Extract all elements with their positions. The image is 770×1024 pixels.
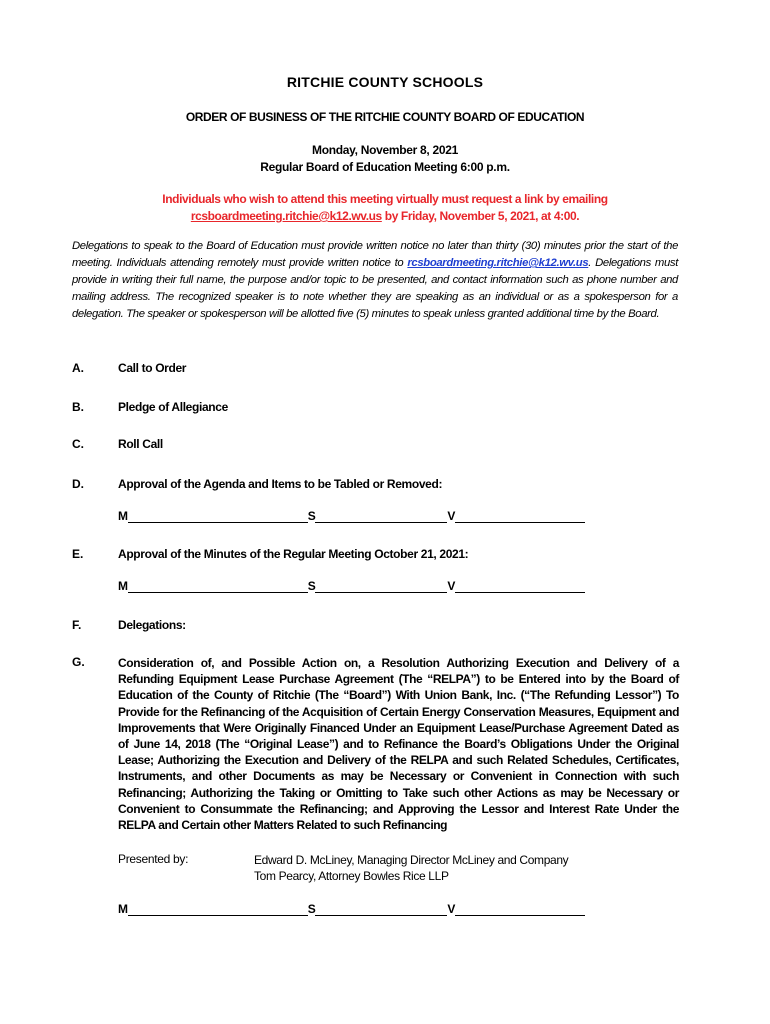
motion-s-blank <box>315 903 447 916</box>
presenters <box>254 852 568 884</box>
item-a-letter: A. <box>72 361 84 375</box>
delegations-text-before: Delegations to speak to the Board of Education must provide written notice no later than thirty (30) minutes prior the start of the meeting. Individuals attending remotely must provide written notice to <box>72 240 678 269</box>
item-f-text: Delegations: <box>118 618 186 632</box>
delegations-email-link[interactable]: rcsboardmeeting.ritchie@k12.wv.us <box>407 257 589 269</box>
notice-line-2 <box>0 208 770 225</box>
motion-s-blank <box>315 580 447 593</box>
motion-v-label: V <box>447 579 456 593</box>
motion-s-label: S <box>307 902 316 916</box>
motion-v-label: V <box>447 902 456 916</box>
notice-email-link[interactable]: rcsboardmeeting.ritchie@k12.wv.us <box>190 209 382 223</box>
item-c-text: Roll Call <box>118 437 163 451</box>
presented-by-label: Presented by: <box>118 852 189 866</box>
item-g-letter: G. <box>72 655 85 669</box>
item-a-text: Call to Order <box>118 361 187 375</box>
meeting-date: Monday, November 8, 2021 <box>312 143 458 157</box>
motion-s-label: S <box>307 579 316 593</box>
motion-s-label: S <box>307 509 316 523</box>
presenter-1: Edward D. McLiney, Managing Director McLiney and Company <box>254 853 569 867</box>
item-c-letter: C. <box>72 437 84 451</box>
motion-line-d <box>118 509 585 523</box>
item-e-text: Approval of the Minutes of the Regular Meeting October 21, 2021: <box>118 547 469 561</box>
motion-m-label: M <box>118 579 128 593</box>
motion-m-label: M <box>118 902 128 916</box>
delegations-text-after: . Delegations must provide in writing their full name, the purpose and/or topic to be presented, and contact information such as phone number and mailing address. The recognized speaker is to note whether they are speaking as an individual or as a spokesperson for a delegation. The speaker or spokesperson will be allotted five (5) minutes to speak unless granted additional time by the Board. <box>72 257 678 320</box>
motion-m-label: M <box>118 509 128 523</box>
item-b-text: Pledge of Allegiance <box>118 400 228 414</box>
item-d-letter: D. <box>72 477 84 491</box>
motion-v-label: V <box>447 509 456 523</box>
presenter-2: Tom Pearcy, Attorney Bowles Rice LLP <box>254 869 449 883</box>
motion-m-blank <box>128 580 308 593</box>
item-g-text: Consideration of, and Possible Action on, a Resolution Authorizing Execution and Delivery of a Refunding Equipment Lease Purchase Agreement (The “RELPA”) to be Entered into by the Board of Education of the County of Ritchie (The “Board”) With Union Bank, Inc. (“The Refunding Lessor”) To Provide for the Refinancing of the Acquisition of Certain Energy Conservation Measures, Equipment and Improvements that Were Originally Financed Under an Equipment Lease/Purchase Agreement Dated as of June 14, 2018 (The “Original Lease”) and to Refinance the Board’s Obligations Under the Original Lease; Authorizing the Execution and Delivery of the RELPA and such Related Schedules, Certificates, Instruments, and other Documents as may be Necessary or Convenient in Connection with such Refinancing; Authorizing the Taking or Omitting to Take such other Actions as may be Necessary or Convenient to Consummate the Refinancing; and Approving the Lessor and Interest Rate Under the RELPA and Certain other Matters Related to such Refinancing <box>118 656 679 833</box>
motion-s-blank <box>315 510 447 523</box>
meeting-type-time: Regular Board of Education Meeting 6:00 p.m. <box>260 160 510 174</box>
item-e-letter: E. <box>72 547 84 561</box>
motion-m-blank <box>128 903 308 916</box>
motion-v-blank <box>455 580 585 593</box>
virtual-attendance-notice <box>0 191 770 225</box>
item-f-letter: F. <box>72 618 82 632</box>
document-subtitle: ORDER OF BUSINESS OF THE RITCHIE COUNTY BOARD OF EDUCATION <box>185 110 585 124</box>
item-d-text: Approval of the Agenda and Items to be Tabled or Removed: <box>118 477 443 491</box>
motion-m-blank <box>128 510 308 523</box>
notice-deadline: by Friday, November 5, 2021, at 4:00. <box>381 209 580 223</box>
motion-v-blank <box>455 510 585 523</box>
item-b-letter: B. <box>72 400 84 414</box>
document-title: RITCHIE COUNTY SCHOOLS <box>286 74 484 90</box>
motion-v-blank <box>455 903 585 916</box>
delegations-notice <box>72 238 678 323</box>
motion-line-g <box>118 902 585 916</box>
motion-line-e <box>118 579 585 593</box>
notice-line-1: Individuals who wish to attend this meeting virtually must request a link by emailing <box>162 192 608 206</box>
